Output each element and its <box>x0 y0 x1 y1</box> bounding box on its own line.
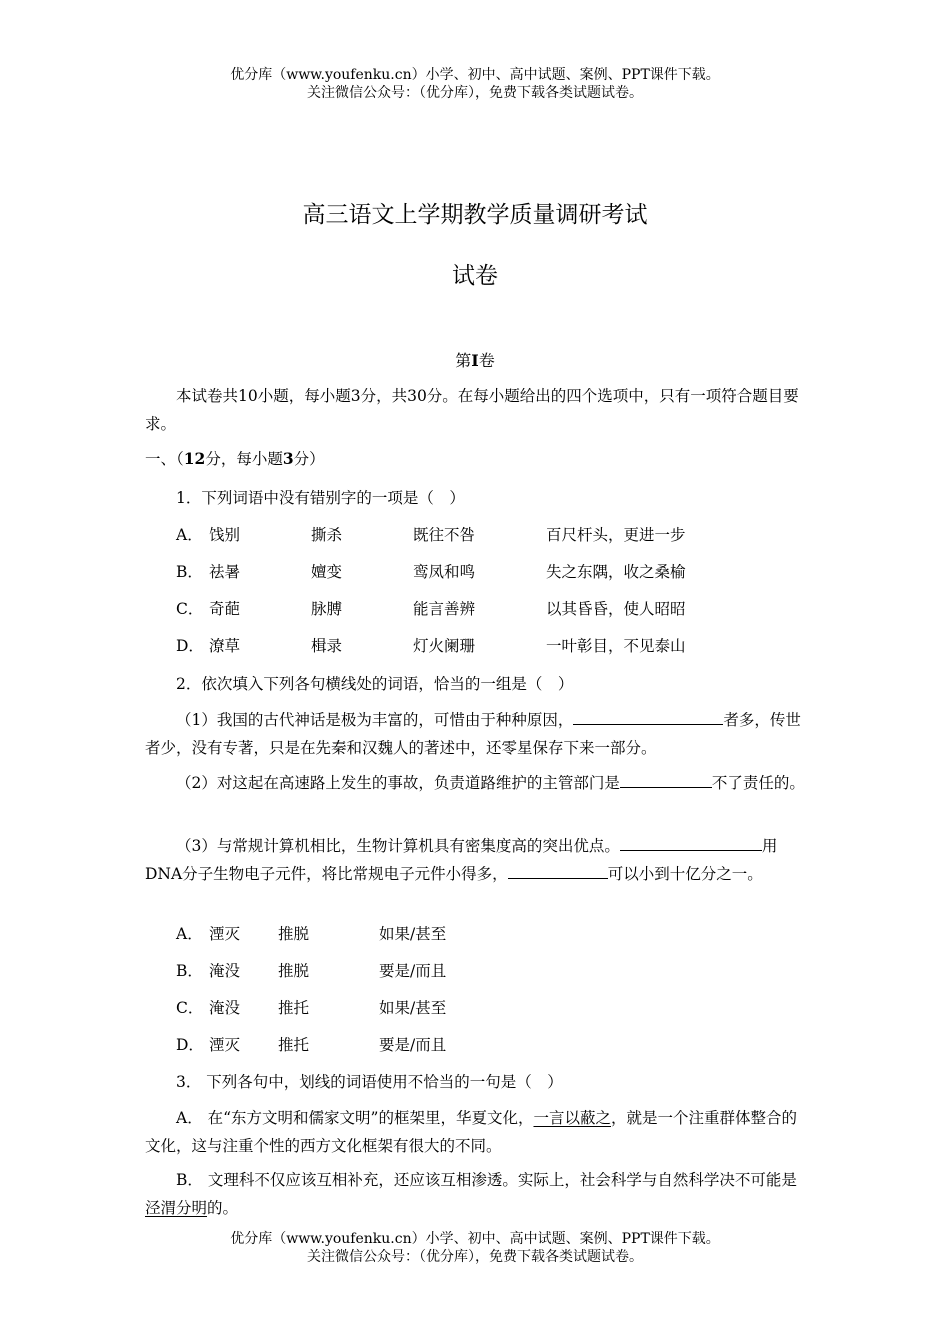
part-1-heading <box>145 445 807 473</box>
underlined-phrase: 一言以蔽之 <box>533 1109 611 1127</box>
question-3-option-a <box>145 1104 807 1160</box>
question-3-option-b <box>145 1166 807 1222</box>
option-text: B． 文理科不仅应该互相补充，还应该互相渗透。实际上，社会科学与自然科学决不可能是 <box>176 1171 797 1189</box>
option-word: 潦草 <box>209 637 241 655</box>
section-post: 卷 <box>478 351 495 370</box>
option-word: 嬗变 <box>311 563 343 581</box>
sentence-text: 者多，传世者少，没有专著，只是在先秦和汉魏人的著述中，还零星保存下来一部分。 <box>145 711 801 757</box>
section-heading <box>0 348 950 371</box>
question-2-sentence-1 <box>145 706 807 762</box>
part-1-score: 12 <box>183 449 206 468</box>
option-word: 推脱 <box>278 925 310 943</box>
option-word: 楫录 <box>311 637 343 655</box>
option-word: 百尺杆头，更进一步 <box>546 526 686 544</box>
option-text: ，就是一个注重群体整合的文化，这与注重个性的西方文化框架有很大的不同。 <box>145 1109 798 1155</box>
option-word: 湮灭 <box>209 925 241 943</box>
sentence-text: 可以小到十亿分之一。 <box>607 865 763 883</box>
part-1-mid: 分，每小题 <box>205 450 283 468</box>
option-text: 的。 <box>207 1199 239 1217</box>
sentence-text: 不了责任的。 <box>711 774 805 792</box>
fill-blank <box>620 771 712 788</box>
option-word: 如果/甚至 <box>379 999 447 1017</box>
document-subtitle: 试卷 <box>452 263 498 289</box>
section-pre: 第 <box>455 351 472 370</box>
fill-blank <box>508 862 608 879</box>
option-word: 淹没 <box>209 999 241 1017</box>
option-letter: C． <box>176 600 204 618</box>
option-letter: B． <box>176 563 203 581</box>
part-1-post: 分） <box>293 450 325 468</box>
option-word: 一叶彰目，不见泰山 <box>546 637 686 655</box>
underlined-phrase: 泾渭分明 <box>145 1199 208 1217</box>
question-2-stem: 2．依次填入下列各句横线处的词语，恰当的一组是（ ） <box>176 675 574 693</box>
option-word: 能言善辨 <box>413 600 476 618</box>
option-text: A． 在“东方文明和儒家文明”的框架里，华夏文化， <box>176 1109 534 1127</box>
option-word: 推脱 <box>278 962 310 980</box>
document-title: 高三语文上学期教学质量调研考试 <box>302 202 648 228</box>
option-word: 撕杀 <box>311 526 343 544</box>
option-word: 湮灭 <box>209 1036 241 1054</box>
part-1-each: 3 <box>282 449 294 468</box>
option-word: 要是/而且 <box>379 962 447 980</box>
option-word: 如果/甚至 <box>379 925 447 943</box>
option-word: 饯别 <box>209 526 241 544</box>
section-number: I <box>471 351 479 370</box>
option-letter: A． <box>176 925 203 943</box>
option-letter: D． <box>176 1036 204 1054</box>
question-1-stem: 1．下列词语中没有错别字的一项是（ ） <box>176 489 465 507</box>
option-word: 灯火阑珊 <box>413 637 476 655</box>
question-2-sentence-3 <box>145 832 807 888</box>
sentence-text: 用DNA分子生物电子元件，将比常规电子元件小得多， <box>145 837 778 883</box>
footer-line-2: 关注微信公众号：（优分库），免费下载各类试题试卷。 <box>307 1249 643 1265</box>
fill-blank <box>573 708 723 725</box>
sentence-text: （1）我国的古代神话是极为丰富的，可惜由于种种原因， <box>176 711 574 729</box>
option-letter: D． <box>176 637 204 655</box>
option-word: 奇葩 <box>209 600 241 618</box>
header-line-1: 优分库（www.youfenku.cn）小学、初中、高中试题、案例、PPT课件下载。 <box>230 67 720 83</box>
footer-line-1: 优分库（www.youfenku.cn）小学、初中、高中试题、案例、PPT课件下载。 <box>230 1231 720 1247</box>
option-word: 脉膊 <box>311 600 343 618</box>
option-letter: C． <box>176 999 204 1017</box>
option-word: 淹没 <box>209 962 241 980</box>
sentence-text: （2）对这起在高速路上发生的事故，负责道路维护的主管部门是 <box>176 774 620 792</box>
option-word: 以其昏昏，使人昭昭 <box>546 600 686 618</box>
header-line-2: 关注微信公众号：（优分库），免费下载各类试题试卷。 <box>307 85 643 101</box>
option-word: 要是/而且 <box>379 1036 447 1054</box>
question-2-sentence-2 <box>145 769 807 797</box>
part-1-pre: 一、（ <box>145 450 184 468</box>
option-word: 推托 <box>278 999 310 1017</box>
option-word: 推托 <box>278 1036 310 1054</box>
option-letter: A． <box>176 526 203 544</box>
option-letter: B． <box>176 962 203 980</box>
option-word: 失之东隅，收之桑榆 <box>546 563 686 581</box>
question-3-stem: 3． 下列各句中，划线的词语使用不恰当的一句是（ ） <box>176 1073 563 1091</box>
option-word: 鸾凤和鸣 <box>413 563 476 581</box>
intro-paragraph: 本试卷共10小题，每小题3分，共30分。在每小题给出的四个选项中，只有一项符合题目要求。 <box>145 387 799 433</box>
option-word: 既往不咎 <box>413 526 476 544</box>
sentence-text: （3）与常规计算机相比，生物计算机具有密集度高的突出优点。 <box>176 837 620 855</box>
fill-blank <box>620 834 762 851</box>
option-word: 祛暑 <box>209 563 241 581</box>
